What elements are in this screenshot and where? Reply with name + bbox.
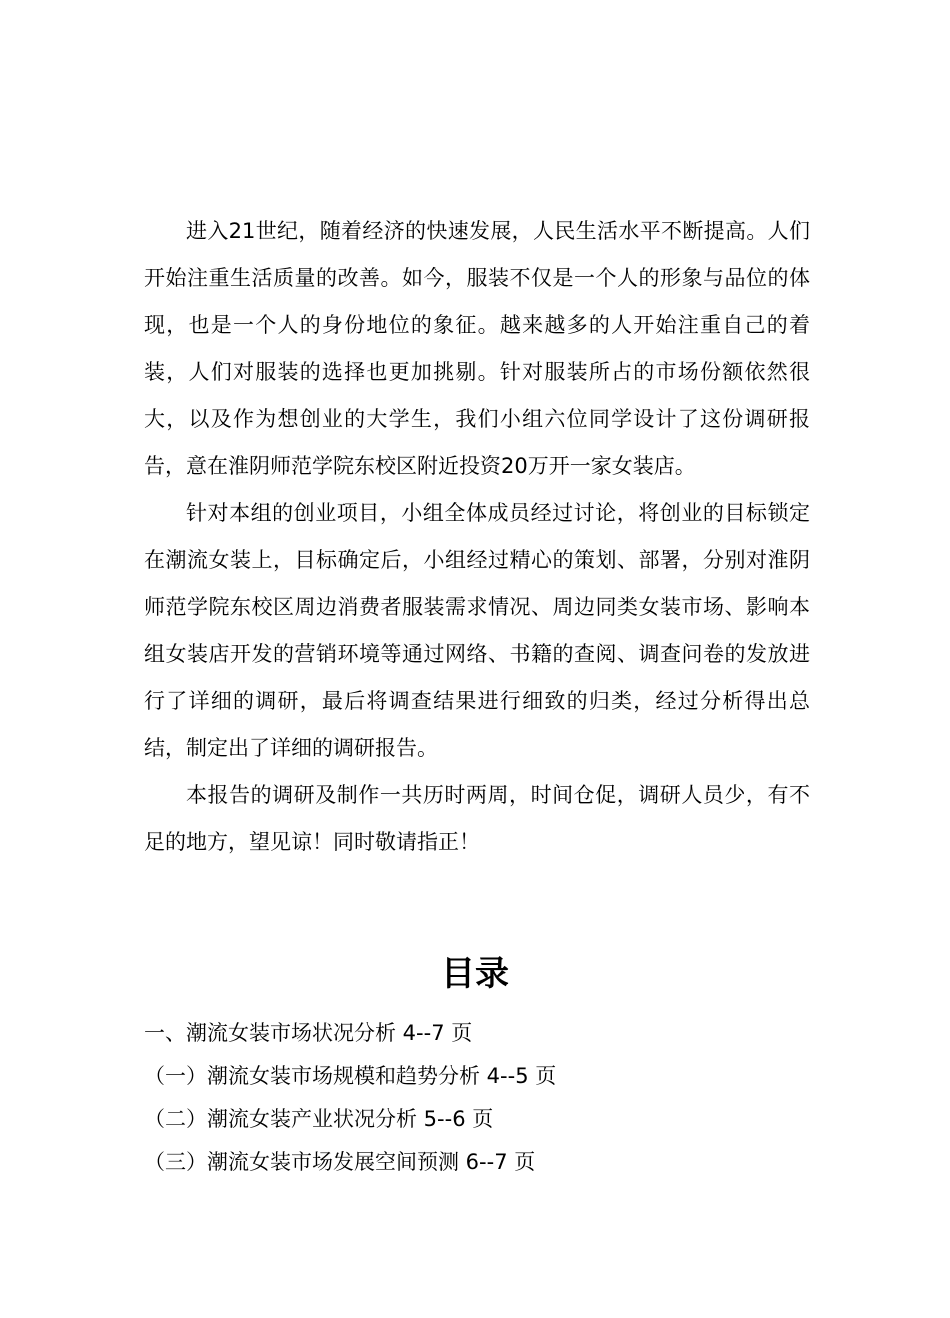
intro-paragraph-2: 针对本组的创业项目，小组全体成员经过讨论，将创业的目标锁定在潮流女装上，目标确定后，小组经过精心的策划、部署，分别对淮阴师范学院东校区周边消费者服装需求情况、周边同类女装市场、影响本组女装店开发的营销环境等通过网络、书籍的查阅、调查问卷的发放进行了详细的调研，最后将调查结果进行细致的归类，经过分析得出总结，制定出了详细的调研报告。	[144, 501, 810, 760]
toc-item-section-1-3: （三）潮流女装市场发展空间预测 6--7 页	[144, 1150, 536, 1174]
toc-item-chapter-1: 一、潮流女装市场状况分析 4--7 页	[144, 1021, 473, 1045]
intro-section	[144, 208, 810, 866]
toc-item-section-1-2: （二）潮流女装产业状况分析 5--6 页	[144, 1107, 494, 1131]
toc-title: 目录	[441, 954, 509, 994]
table-of-contents	[144, 1012, 824, 1184]
intro-paragraph-1: 进入21世纪，随着经济的快速发展，人民生活水平不断提高。人们开始注重生活质量的改善。如今，服装不仅是一个人的形象与品位的体现，也是一个人的身份地位的象征。越来越多的人开始注重自己的着装，人们对服装的选择也更加挑剔。针对服装所占的市场份额依然很大，以及作为想创业的大学生，我们小组六位同学设计了这份调研报告，意在淮阴师范学院东校区附近投资20万开一家女装店。	[144, 219, 810, 478]
toc-item-section-1-1: （一）潮流女装市场规模和趋势分析 4--5 页	[144, 1064, 557, 1088]
intro-paragraph-3: 本报告的调研及制作一共历时两周，时间仓促，调研人员少，有不足的地方，望见谅！同时敬请指正！	[144, 783, 810, 854]
